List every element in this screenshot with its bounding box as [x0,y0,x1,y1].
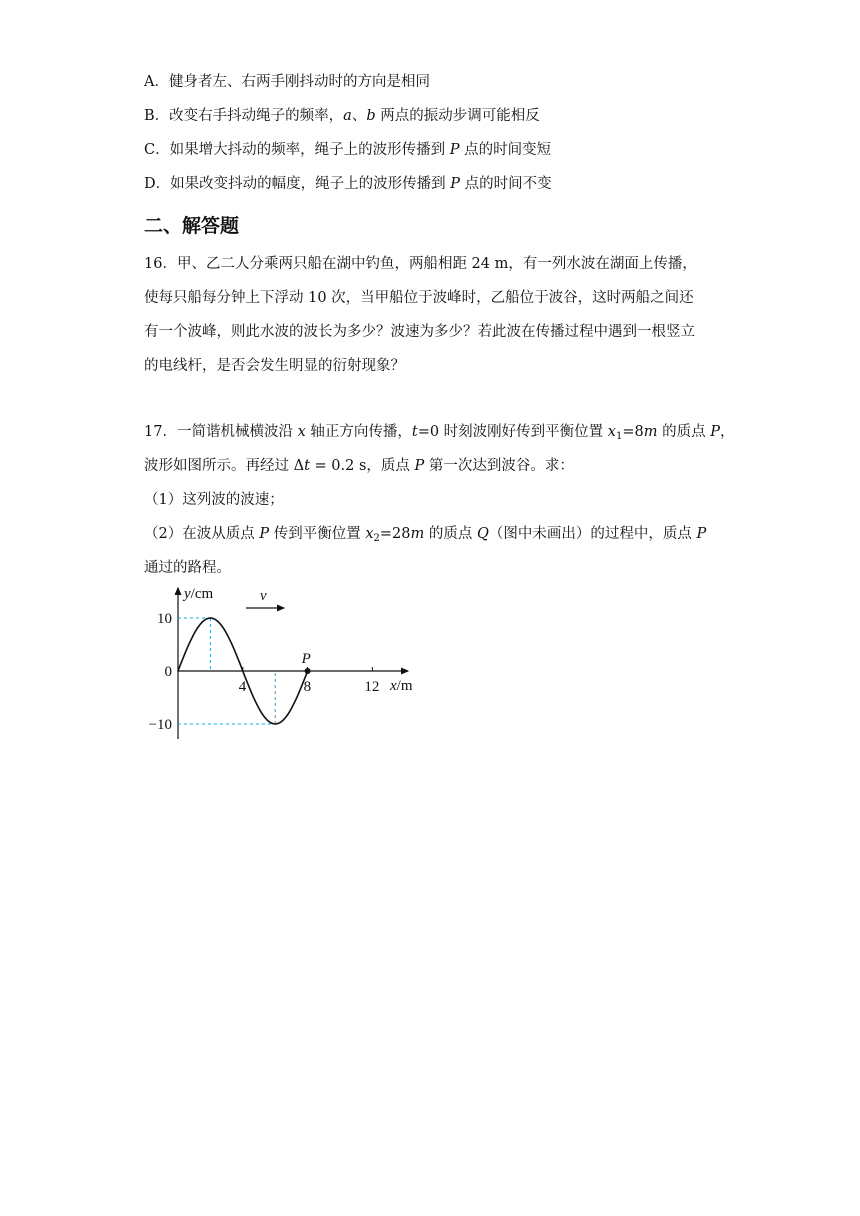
q16-line: 使每只船每分钟上下浮动 10 次，当甲船位于波峰时，乙船位于波谷，这时两船之间还 [144,290,694,306]
section-title: 二、解答题 [144,215,240,237]
q17-line: 波形如图所示。再经过 Δt = 0.2 s，质点 P 第一次达到波谷。求： [144,458,574,474]
wave-chart [140,582,430,747]
x-tick-label: 4 [238,679,247,695]
q17-line: 17．一简谐机械横波沿 x 轴正方向传播，t=0 时刻波刚好传到平衡位置 $x_1=8m$ 的质点 P， [144,424,735,442]
point-p-label: P [301,651,311,667]
q16-line: 有一个波峰，则此水波的波长为多少？波速为多少？若此波在传播过程中遇到一根竖立 [144,324,695,340]
x-axis-label: x/m [390,678,413,694]
y-tick-label: 10 [157,611,172,627]
y-axis-label: y/cm [184,586,214,602]
q16-line: 16．甲、乙二人分乘两只船在湖中钓鱼，两船相距 24 m，有一列水波在湖面上传播， [144,256,697,272]
option-c: C．如果增大抖动的频率，绳子上的波形传播到 P 点的时间变短 [144,142,552,158]
q16-line: 的电线杆，是否会发生明显的衍射现象？ [144,358,405,374]
option-d: D．如果改变抖动的幅度，绳子上的波形传播到 P 点的时间不变 [144,176,552,192]
point-p [305,668,311,674]
q17-subquestion-1: （1）这列波的波速； [144,492,284,508]
x-tick-label: 8 [303,679,312,695]
velocity-label: v [260,588,267,604]
option-b: B．改变右手抖动绳子的频率，a、b 两点的振动步调可能相反 [144,108,540,124]
y-tick-label: 0 [164,664,172,680]
x-tick-label: 12 [364,679,380,695]
y-tick-label: −10 [148,717,172,733]
option-a: A．健身者左、右两手刚抖动时的方向是相同 [144,74,430,90]
q17-line: 通过的路程。 [144,560,231,576]
q17-subquestion-2: （2）在波从质点 P 传到平衡位置 $x_2=28m$ 的质点 Q（图中未画出）的过程中，质点 P [144,526,707,544]
